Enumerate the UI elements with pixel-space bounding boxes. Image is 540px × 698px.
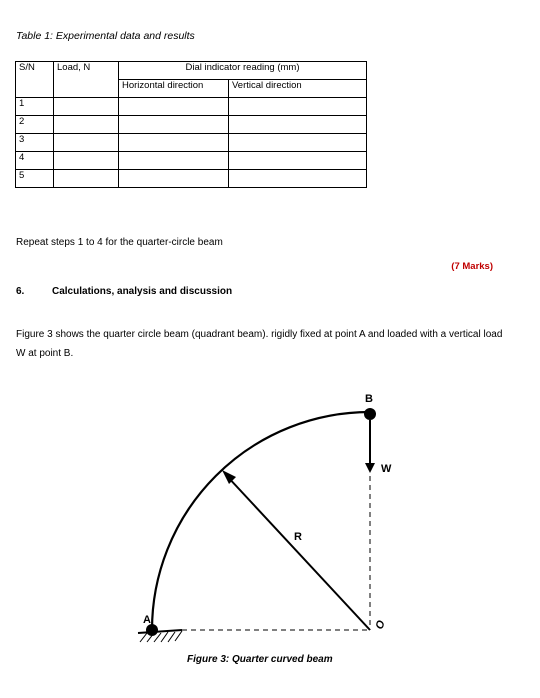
label-o: O [373,618,388,632]
header-vertical: Vertical direction [229,80,367,98]
table-row [16,116,367,134]
header-load: Load, N [54,62,119,98]
table-caption: Table 1: Experimental data and results [16,30,195,42]
cell-empty [229,134,367,152]
label-b: B [365,393,373,405]
point-b-dot [364,408,376,420]
table-row [16,170,367,188]
quarter-beam-diagram [0,380,540,693]
header-sn: S/N [16,62,54,98]
label-a: A [143,614,151,626]
label-w: W [381,463,392,475]
cell-empty [119,98,229,116]
cell-empty [119,152,229,170]
cell-empty [229,98,367,116]
cell-empty [54,116,119,134]
repeat-instruction: Repeat steps 1 to 4 for the quarter-circle beam [16,237,223,248]
section-title: Calculations, analysis and discussion [52,286,233,297]
cell-empty [54,98,119,116]
cell-empty [119,170,229,188]
figure-caption: Figure 3: Quarter curved beam [187,654,333,665]
cell-empty [119,134,229,152]
header-dial: Dial indicator reading (mm) [119,62,367,80]
cell-empty [229,170,367,188]
header-horizontal: Horizontal direction [119,80,229,98]
table-header-row [16,62,367,80]
description-line-1: Figure 3 shows the quarter circle beam (quadrant beam). rigidly fixed at point A and loaded with a vertical load [16,329,503,340]
data-table [15,61,367,188]
support-plate [138,630,182,633]
row-number: 3 [16,134,54,152]
table-row [16,152,367,170]
radius-line [226,475,370,630]
description-line-2: W at point B. [16,348,74,359]
label-r: R [294,531,302,543]
row-number: 5 [16,170,54,188]
cell-empty [54,134,119,152]
row-number: 2 [16,116,54,134]
cell-empty [119,116,229,134]
table-row [16,134,367,152]
marks-label: (7 Marks) [451,261,493,272]
load-arrowhead [365,463,375,473]
cell-empty [229,152,367,170]
table-row [16,98,367,116]
quarter-beam-figure [0,380,540,693]
cell-empty [54,152,119,170]
radius-arrowhead [222,470,236,484]
section-number: 6. [16,286,25,297]
cell-empty [54,170,119,188]
cell-empty [229,116,367,134]
curved-beam [152,412,370,630]
row-number: 4 [16,152,54,170]
row-number: 1 [16,98,54,116]
